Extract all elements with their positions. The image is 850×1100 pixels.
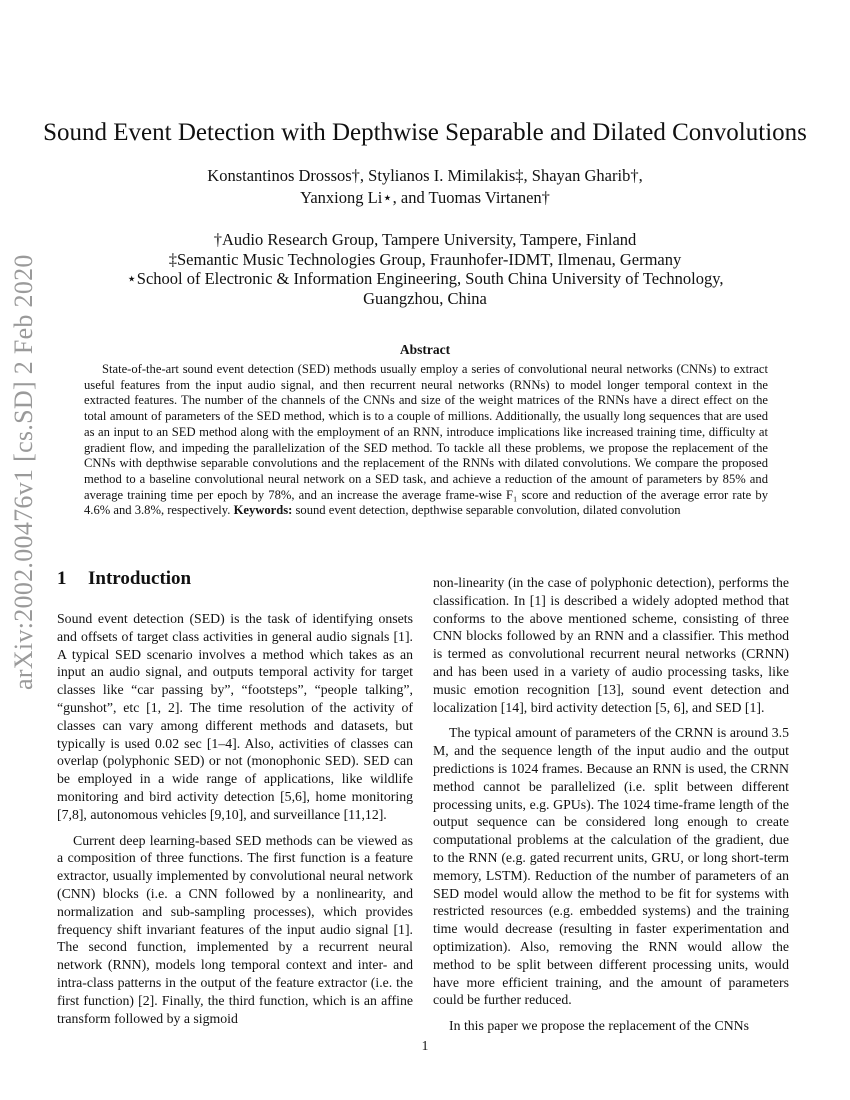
abstract-body	[84, 362, 768, 519]
page-number: 1	[421, 1038, 429, 1053]
paragraph: non-linearity (in the case of polyphonic detection), performs the classification. In [1] is described a widely adopted method that conforms to the above mentioned scheme, consisting of three CNN blocks followed by an RNN and a classifier. This method is termed as convolutional recurrent neural networks (CRNN) and has been used in a variety of audio processing tasks, like music emotion recognition [13], sound event detection and localization [14], bird activity detection [5, 6], and SED [1].	[433, 575, 789, 715]
right-column	[433, 574, 789, 1035]
affiliation-scut: ⋆School of Electronic & Information Engineering, South China University of Technology,	[126, 269, 724, 288]
section-number: 1	[57, 568, 67, 589]
paragraph: Sound event detection (SED) is the task of identifying onsets and offsets of target class activities in general audio signals [1]. A typical SED scenario involves a method which takes as an input an audio signal, and outputs temporal activity for target classes like “car passing by”, “footsteps”, “people talking”, “gunshot”, etc [1, 2]. The time resolution of the activity of classes can vary among different methods and datasets, but typically is used 0.02 sec [1–4]. Also, activities of classes can overlap (polyphonic SED) or not (monophonic SED). SED can be employed in a wide range of applications, like wildlife monitoring and bird activity detection [5,6], home monitoring [7,8], autonomous vehicles [9,10], and surveillance [11,12].	[57, 611, 413, 822]
paragraph: Current deep learning-based SED methods can be viewed as a composition of three functions. The first function is a feature extractor, usually implemented by convolutional neural network (CNN) blocks (i.e. a CNN followed by a nonlinearity, and normalization and sub-sampling processes), which provides frequency shift invariant features of the input audio signal [1]. The second function, implemented by a recurrent neural network (RNN), models long temporal context and inter- and intra-class patterns in the output of the feature extractor (i.e. the first function) [2]. Finally, the third function, which is an affine transform followed by a sigmoid	[57, 832, 413, 1026]
author-list	[100, 165, 750, 209]
affiliations	[80, 230, 770, 308]
paragraph: The typical amount of parameters of the CRNN is around 3.5 M, and the sequence length of the input audio and the output predictions is 1024 frames. Because an RNN is used, the CRNN method cannot be parallelized (i.e. split between different processing units, e.g. GPUs). The 1024 time-frame length of the output sequence can be considered long enough to create computational problems at the calculation of the gradient, due to the RNN (e.g. gated recurrent units, GRU, or long short-term memory, LSTM). Reduction of the number of parameters of an SED model would allow the method to be fit for systems with restricted resources (e.g. embedded systems) and the training time would decrease (resulting in faster experimentation and optimization). Also, removing the RNN would allow the method to be split between different processing units, would have more efficient training, and the amount of parameters could be further reduced.	[433, 725, 789, 1008]
abstract-text: State-of-the-art sound event detection (SED) methods usually employ a series of convolutional neural networks (CNNs) to extract useful features from the input audio signal, and then recurrent neural networks (RNNs) to model longer temporal context in the extracted features. The number of the channels of the CNNs and size of the weight matrices of the RNNs have a direct effect on the total amount of parameters of the SED method, which is to a couple of millions. Additionally, the usually long sequences that are used as an input to an SED method along with the employment of an RNN, introduce implications like increased training time, difficulty at gradient flow, and impeding the parallelization of the SED method. To tackle all these problems, we propose the replacement of the CNNs with depthwise separable convolutions and the replacement of the RNNs with dilated convolutions. We compare the proposed method to a baseline convolutional neural network on a SED task, and achieve a reduction of the amount of parameters by 85% and average training time per epoch by 78%, and an increase the average frame-wise F₁ score and reduction of the average error rate by 4.6% and 3.8%, respectively.	[84, 362, 768, 518]
paragraph: In this paper we propose the replacement of the CNNs	[449, 1018, 749, 1034]
section-heading	[57, 568, 413, 590]
author-line-1: Konstantinos Drossos†, Stylianos I. Mimilakis‡, Shayan Gharib†,	[207, 166, 643, 185]
affiliation-fraunhofer: ‡Semantic Music Technologies Group, Fraunhofer-IDMT, Ilmenau, Germany	[168, 249, 682, 269]
keywords-text: sound event detection, depthwise separable convolution, dilated convolution	[295, 503, 681, 518]
abstract-heading: Abstract	[399, 342, 451, 357]
section-title: Introduction	[88, 568, 192, 589]
affiliation-tampere: †Audio Research Group, Tampere University, Tampere, Finland	[213, 230, 637, 249]
author-line-2: Yanxiong Li⋆, and Tuomas Virtanen†	[300, 188, 550, 207]
keywords-label: Keywords:	[233, 503, 293, 518]
affiliation-scut-city: Guangzhou, China	[363, 288, 487, 308]
paper-title: Sound Event Detection with Depthwise Separable and Dilated Convolutions	[43, 119, 807, 146]
arxiv-stamp[interactable]: arXiv:2002.00476v1 [cs.SD] 2 Feb 2020	[9, 254, 38, 690]
left-column	[57, 568, 413, 1027]
